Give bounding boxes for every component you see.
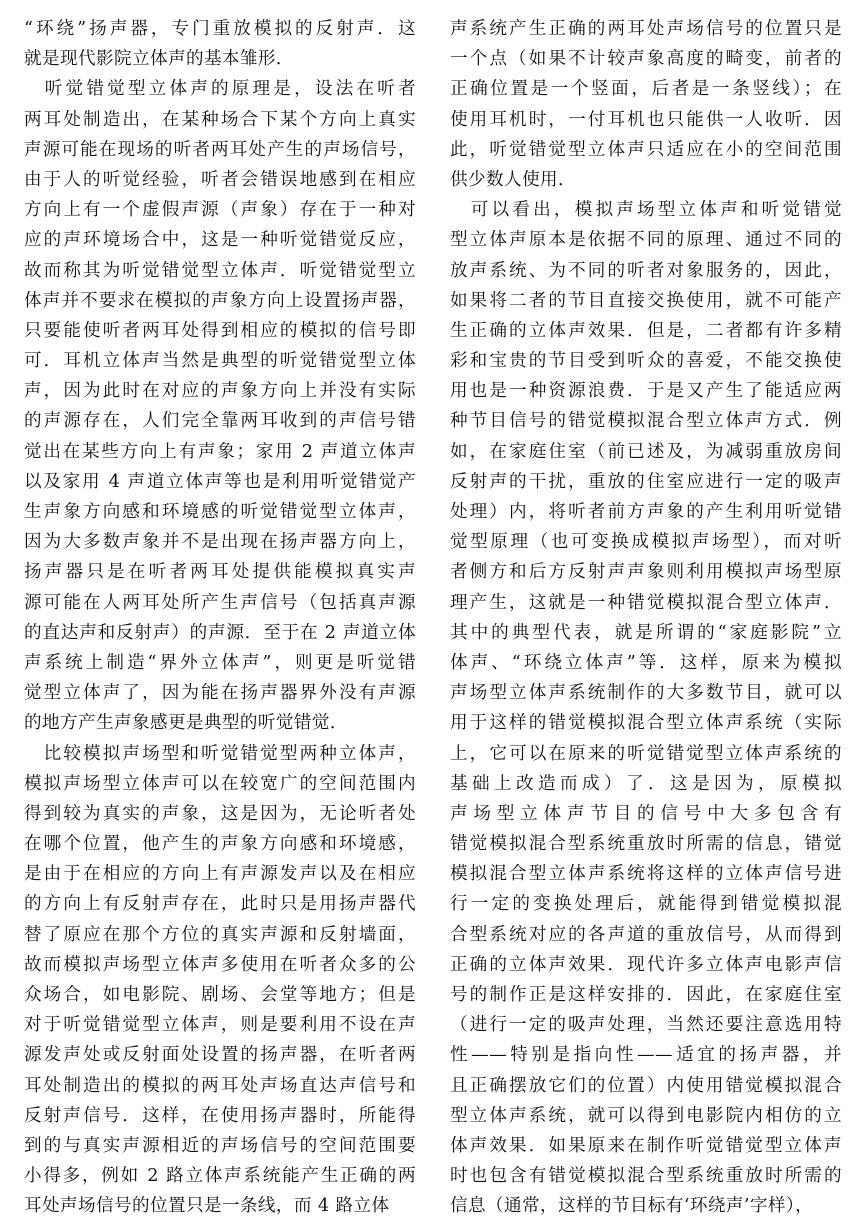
text-line: 彩和宝贵的节目受到听众的喜爱，不能交换使: [450, 351, 842, 372]
text-line: 用也是一种资源浪费．于是又产生了能适应两: [450, 381, 842, 402]
text-line: 以及家用 4 声道立体声等也是利用听觉错觉产: [24, 471, 416, 492]
text-line: 者侧方和后方反射声声象则利用模拟声场型原: [450, 562, 842, 583]
text-line: （进行一定的吸声处理，当然还要注意选用特: [450, 1015, 842, 1036]
text-line: 小得多，例如 2 路立体声系统能产生正确的两: [24, 1166, 416, 1187]
text-line: 用于这样的错觉模拟混合型立体声系统（实际: [450, 713, 842, 734]
text-line: 此，听觉错觉型立体声只适应在小的空间范围: [450, 139, 842, 160]
text-line: 故而称其为听觉错觉型立体声．听觉错觉型立: [24, 260, 416, 281]
text-line: 声源可能在现场的听者两耳处产生的声场信号，: [24, 139, 416, 160]
text-line: 生正确的立体声效果．但是，二者都有许多精: [450, 320, 842, 341]
text-line: 对于听觉错觉型立体声，则是要利用不设在声: [24, 1015, 416, 1036]
text-line: 源发声处或反射面处设置的扬声器，在听者两: [24, 1045, 416, 1066]
text-line: 众场合，如电影院、剧场、会堂等地方；但是: [24, 985, 416, 1005]
text-line: 得到较为真实的声象，这是因为，无论听者处: [24, 803, 416, 824]
text-line: 使用耳机时，一付耳机也只能供一人收听．因: [450, 109, 842, 130]
text-line: 理产生，这就是一种错觉模拟混合型立体声．: [450, 592, 842, 613]
text-line: 在哪个位置，他产生的声象方向感和环境感，: [24, 834, 416, 855]
text-line: 反射声信号．这样，在使用扬声器时，所能得: [24, 1105, 416, 1126]
text-line: 型立体声原本是依据不同的原理、通过不同的: [450, 230, 842, 251]
text-line: 其中的典型代表，就是所谓的“家庭影院”立: [450, 622, 842, 643]
text-line: 体声并不要求在模拟的声象方向上设置扬声器，: [24, 290, 416, 311]
text-line: 就是现代影院立体声的基本雏形．: [24, 49, 294, 70]
text-line: 且正确摆放它们的位置）内使用错觉模拟混合: [450, 1075, 842, 1096]
text-line: 源可能在人两耳处所产生声信号（包括真声源: [24, 592, 416, 613]
text-line: 合型系统对应的各声道的重放信号，从而得到: [450, 924, 842, 945]
text-line: 反射声的干扰，重放的住室应进行一定的吸声: [450, 471, 842, 492]
text-line: 正确的立体声效果．现代许多立体声电影声信: [450, 954, 842, 975]
text-line: 如果将二者的节目直接交换使用，就不可能产: [450, 290, 842, 311]
text-line: 听觉错觉型立体声的原理是，设法在听者: [24, 79, 416, 100]
text-line: 因为大多数声象并不是出现在扬声器方向上，: [24, 532, 416, 553]
text-line: 供少数人使用．: [450, 169, 576, 190]
text-line: 体声效果．如果原来在制作听觉错觉型立体声: [450, 1135, 842, 1156]
text-line: 耳处声场信号的位置只是一条线，而 4 路立体: [24, 1196, 390, 1217]
text-line: 两耳处制造出，在某种场合下某个方向上真实: [24, 109, 416, 130]
text-line: 只要能使听者两耳处得到相应的模拟的信号即: [24, 320, 416, 341]
text-line: 种节目信号的错觉模拟混合型立体声方式．例: [450, 411, 842, 432]
text-line: “环绕”扬声器，专门重放模拟的反射声．这: [24, 19, 416, 39]
text-line: 型立体声系统，就可以得到电影院内相仿的立: [450, 1105, 842, 1126]
text-line: 时也包含有错觉模拟混合型系统重放时所需的: [450, 1166, 842, 1187]
right-text-column: [450, 14, 842, 1222]
text-line: 应的声环境场合中，这是一种听觉错觉反应，: [24, 230, 416, 251]
text-line: 信息（通常，这样的节目标有‘环绕声’字样），: [450, 1196, 814, 1217]
text-line: 如，在家庭住室（前已述及，为减弱重放房间: [450, 441, 842, 462]
text-line: 错觉模拟混合型系统重放时所需的信息，错觉: [450, 834, 842, 855]
text-line: 觉出在某些方向上有声象；家用 2 声道立体声: [24, 441, 416, 462]
text-line: 的地方产生声象感更是典型的听觉错觉．: [24, 713, 348, 734]
text-line: 由于人的听觉经验，听者会错误地感到在相应: [24, 169, 416, 190]
text-line: 声场型立体声系统制作的大多数节目，就可以: [450, 683, 842, 704]
text-line: 声系统产生正确的两耳处声场信号的位置只是: [450, 19, 842, 39]
text-line: 替了原应在那个方位的真实声源和反射墙面，: [24, 924, 416, 945]
text-line: 性——特别是指向性——适宜的扬声器，并: [450, 1045, 842, 1066]
text-line: 是由于在相应的方向上有声源发声以及在相应: [24, 864, 416, 885]
text-line: 声，因为此时在对应的声象方向上并没有实际: [24, 381, 416, 402]
text-line: 比较模拟声场型和听觉错觉型两种立体声，: [24, 743, 416, 764]
text-line: 模拟混合型立体声系统将这样的立体声信号进: [450, 864, 842, 885]
text-line: 模拟声场型立体声可以在较宽广的空间范围内: [24, 773, 416, 794]
text-line: 的方向上有反射声存在，此时只是用扬声器代: [24, 894, 416, 915]
text-line: 行一定的变换处理后，就能得到错觉模拟混: [450, 894, 842, 915]
text-line: 觉型立体声了，因为能在扬声器界外没有声源: [24, 683, 416, 704]
text-line: 可．耳机立体声当然是典型的听觉错觉型立体: [24, 351, 416, 372]
text-line: 声系统上制造“界外立体声”，则更是听觉错: [24, 652, 416, 673]
text-line: 到的与真实声源相近的声场信号的空间范围要: [24, 1135, 416, 1156]
text-line: 基础上改造而成）了．这是因为，原模拟: [450, 773, 842, 794]
text-line: 的直达声和反射声）的声源．至于在 2 声道立体: [24, 622, 416, 643]
text-line: 正确位置是一个竖面，后者是一条竖线）；在: [450, 79, 842, 100]
text-line: 耳处制造出的模拟的两耳处声场直达声信号和: [24, 1075, 416, 1096]
text-line: 觉型原理（也可变换成模拟声场型），而对听: [450, 532, 842, 553]
text-line: 放声系统、为不同的听者对象服务的，因此，: [450, 260, 842, 281]
text-line: 故而模拟声场型立体声多使用在听者众多的公: [24, 954, 416, 975]
text-line: 方向上有一个虚假声源（声象）存在于一种对: [24, 200, 416, 221]
text-line: 声场型立体声节目的信号中大多包含有: [450, 803, 842, 824]
text-line: 体声、“环绕立体声”等．这样，原来为模拟: [450, 652, 842, 673]
text-line: 扬声器只是在听者两耳处提供能模拟真实声: [24, 562, 416, 583]
text-line: 的声源存在，人们完全靠两耳收到的声信号错: [24, 411, 416, 432]
text-line: 上，它可以在原来的听觉错觉型立体声系统的: [450, 743, 842, 764]
text-line: 处理）内，将听者前方声象的产生利用听觉错: [450, 502, 842, 522]
text-line: 号的制作正是这样安排的．因此，在家庭住室: [450, 985, 842, 1005]
text-line: 可以看出，模拟声场型立体声和听觉错觉: [450, 200, 842, 221]
text-line: 一个点（如果不计较声象高度的畸变，前者的: [450, 49, 842, 70]
left-text-column: [24, 14, 416, 1222]
text-line: 生声象方向感和环境感的听觉错觉型立体声，: [24, 502, 416, 522]
